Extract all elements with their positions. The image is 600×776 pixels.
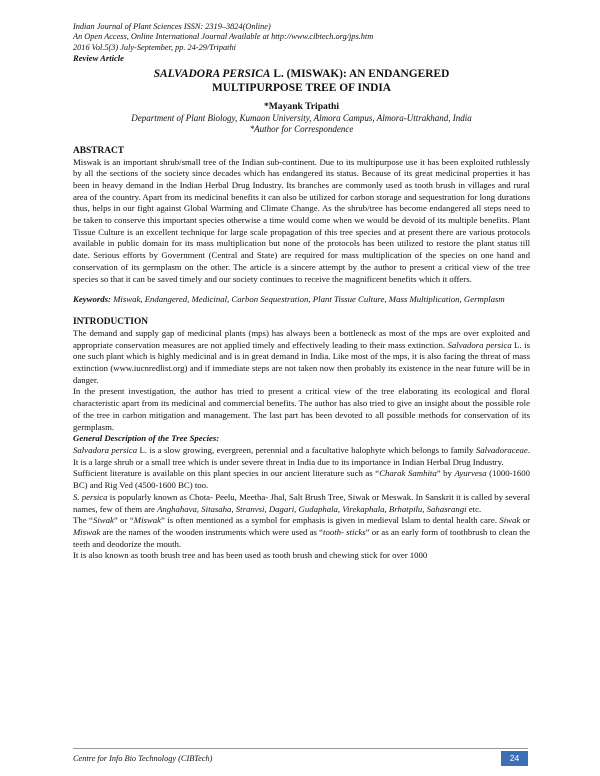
keywords-text: Miswak, Endangered, Medicinal, Carbon Sequestration, Plant Tissue Culture, Mass Multiplication, Germplasm (110, 294, 505, 305)
page-number-badge: 24 (501, 751, 528, 766)
intro-paragraph-6: The “Siwak” or “Miswak” is often mentioned as a symbol for emphasis is given in medieval Islam to dental health care. Siwak or Miswak are the names of the wooden instruments which were used as “tooth- sticks” or as an early form of toothbrush to clean the teeth and deodorize the mouth. (73, 515, 531, 549)
author-name: *Mayank Tripathi (263, 100, 340, 112)
abstract-heading: ABSTRACT (73, 145, 125, 156)
intro-paragraph-3: Salvadora persica L. is a slow growing, evergreen, perennial and a facultative halophyte which belongs to family Salvadoraceae. It is a large shrub or a small tree which is under severe threat in India due to its importance in Indian Herbal Drug Industry. (73, 444, 530, 467)
intro-paragraph-4: Sufficient literature is available on this plant species in our ancient literature such as “Charak Samhita” by Ayurvesa (1000-1600 BC) and Rig Ved (4500-1600 BC) too. (73, 468, 531, 491)
intro-paragraph-7: It is also known as tooth brush tree and has been used as tooth brush and chewing stick for over 1000 (73, 550, 428, 561)
intro-paragraph-1: The demand and supply gap of medicinal plants (mps) has always been a bottleneck as most of the mps are over exploited and appropriate conservation measures are not applied timely and effectively leading to their mass extinction. Salvadora persica L. is one such plant which is highly medicinal and is in great demand in India. Like most of the mps, it is also facing the threat of mass extinction (www.iucnredlist.org) and if immediate steps are not taken now then probably its existence in the near future will be in danger. (73, 327, 531, 385)
abstract-text: Miswak is an important shrub/small tree of the Indian sub-continent. Due to its multipurpose use it has been exploited ruthlessly by all the sections of the society since decades which has endangered its status. Because of its great medicinal properties it has been in heavy demand in the Indian Herbal Drug Industry. Its branches are commonly used as tooth brush in villages and rural area of the country. Apart from its medicinal benefits it can also be utilized for carbon storage and sequestration for long durations thus, helps in our fight against Global Warming and Climate Change. As the shrub/tree has become endangered all steps need to be taken to conserve this important species otherwise a time would come when we would be devoid of its multiple benefits. Plant Tissue Culture is an excellent technique for large scale propagation of this tree species and at present there are various protocols available in public domain for its mass multiplication but none of the protocols has been utilized to restore the plant status till date. Serious efforts by Government (Central and State) are required for mass multiplication of the species on one hand and conservation of its germplasm on the other. The article is a sincere attempt by the author to present a critical view of the tree species so that it can be saved timely and our society continues to receive the magnificent benefits which it offers. (73, 156, 530, 284)
introduction-heading: INTRODUCTION (73, 316, 149, 327)
correspondence-note: *Author for Correspondence (249, 124, 354, 135)
title-line2: MULTIPURPOSE TREE OF INDIA (211, 82, 391, 95)
publisher-name: Centre for Info Bio Technology (CIBTech) (73, 754, 213, 763)
introduction-section (73, 317, 530, 562)
article-title (73, 67, 530, 96)
abstract-section (73, 146, 530, 286)
title-species: SALVADORA PERSICA (153, 67, 271, 80)
intro-paragraph-2: In the present investigation, the author has tried to present a critical view of the tree elaborating its ecological and floral characteristic apart from its medicinal and commercial benefits. The author has also tried to give an insight about the possible role of the tree in carbon mitigation and management. The last part has been devoted to all possible methods for conservation of its germplasm. (73, 386, 530, 432)
intro-paragraph-5: S. persica is popularly known as Chota- Peelu, Meetha- Jhal, Salt Brush Tree, Siwak or Meswak. In Sanskrit it is called by several names, few of them are Anghahava, Sitasaha, Stranvsi, Dagari, Gudaphala, Virekaphala, Brhatpilu, Sahasrangi etc. (73, 491, 531, 514)
general-description-heading: General Description of the Tree Species: (73, 433, 220, 444)
page-footer (73, 748, 528, 768)
journal-url-line: An Open Access, Online International Journal Available at http://www.cibtech.org/jps.htm (73, 32, 374, 42)
article-page (73, 22, 530, 562)
title-line1: L. (MISWAK): AN ENDANGERED (270, 67, 450, 80)
journal-issn-line: Indian Journal of Plant Sciences ISSN: 2319–3824(Online) (73, 22, 271, 31)
journal-volume-line: 2016 Vol.5(3) July-September, pp. 24-29/Tripathi (73, 42, 236, 52)
keywords (73, 294, 530, 306)
article-type: Review Article (73, 52, 124, 63)
keywords-label: Keywords: (73, 294, 111, 305)
author-affiliation: Department of Plant Biology, Kumaon University, Almora Campus, Almora-Uttrakhand, India (131, 112, 472, 123)
journal-header (73, 22, 530, 53)
